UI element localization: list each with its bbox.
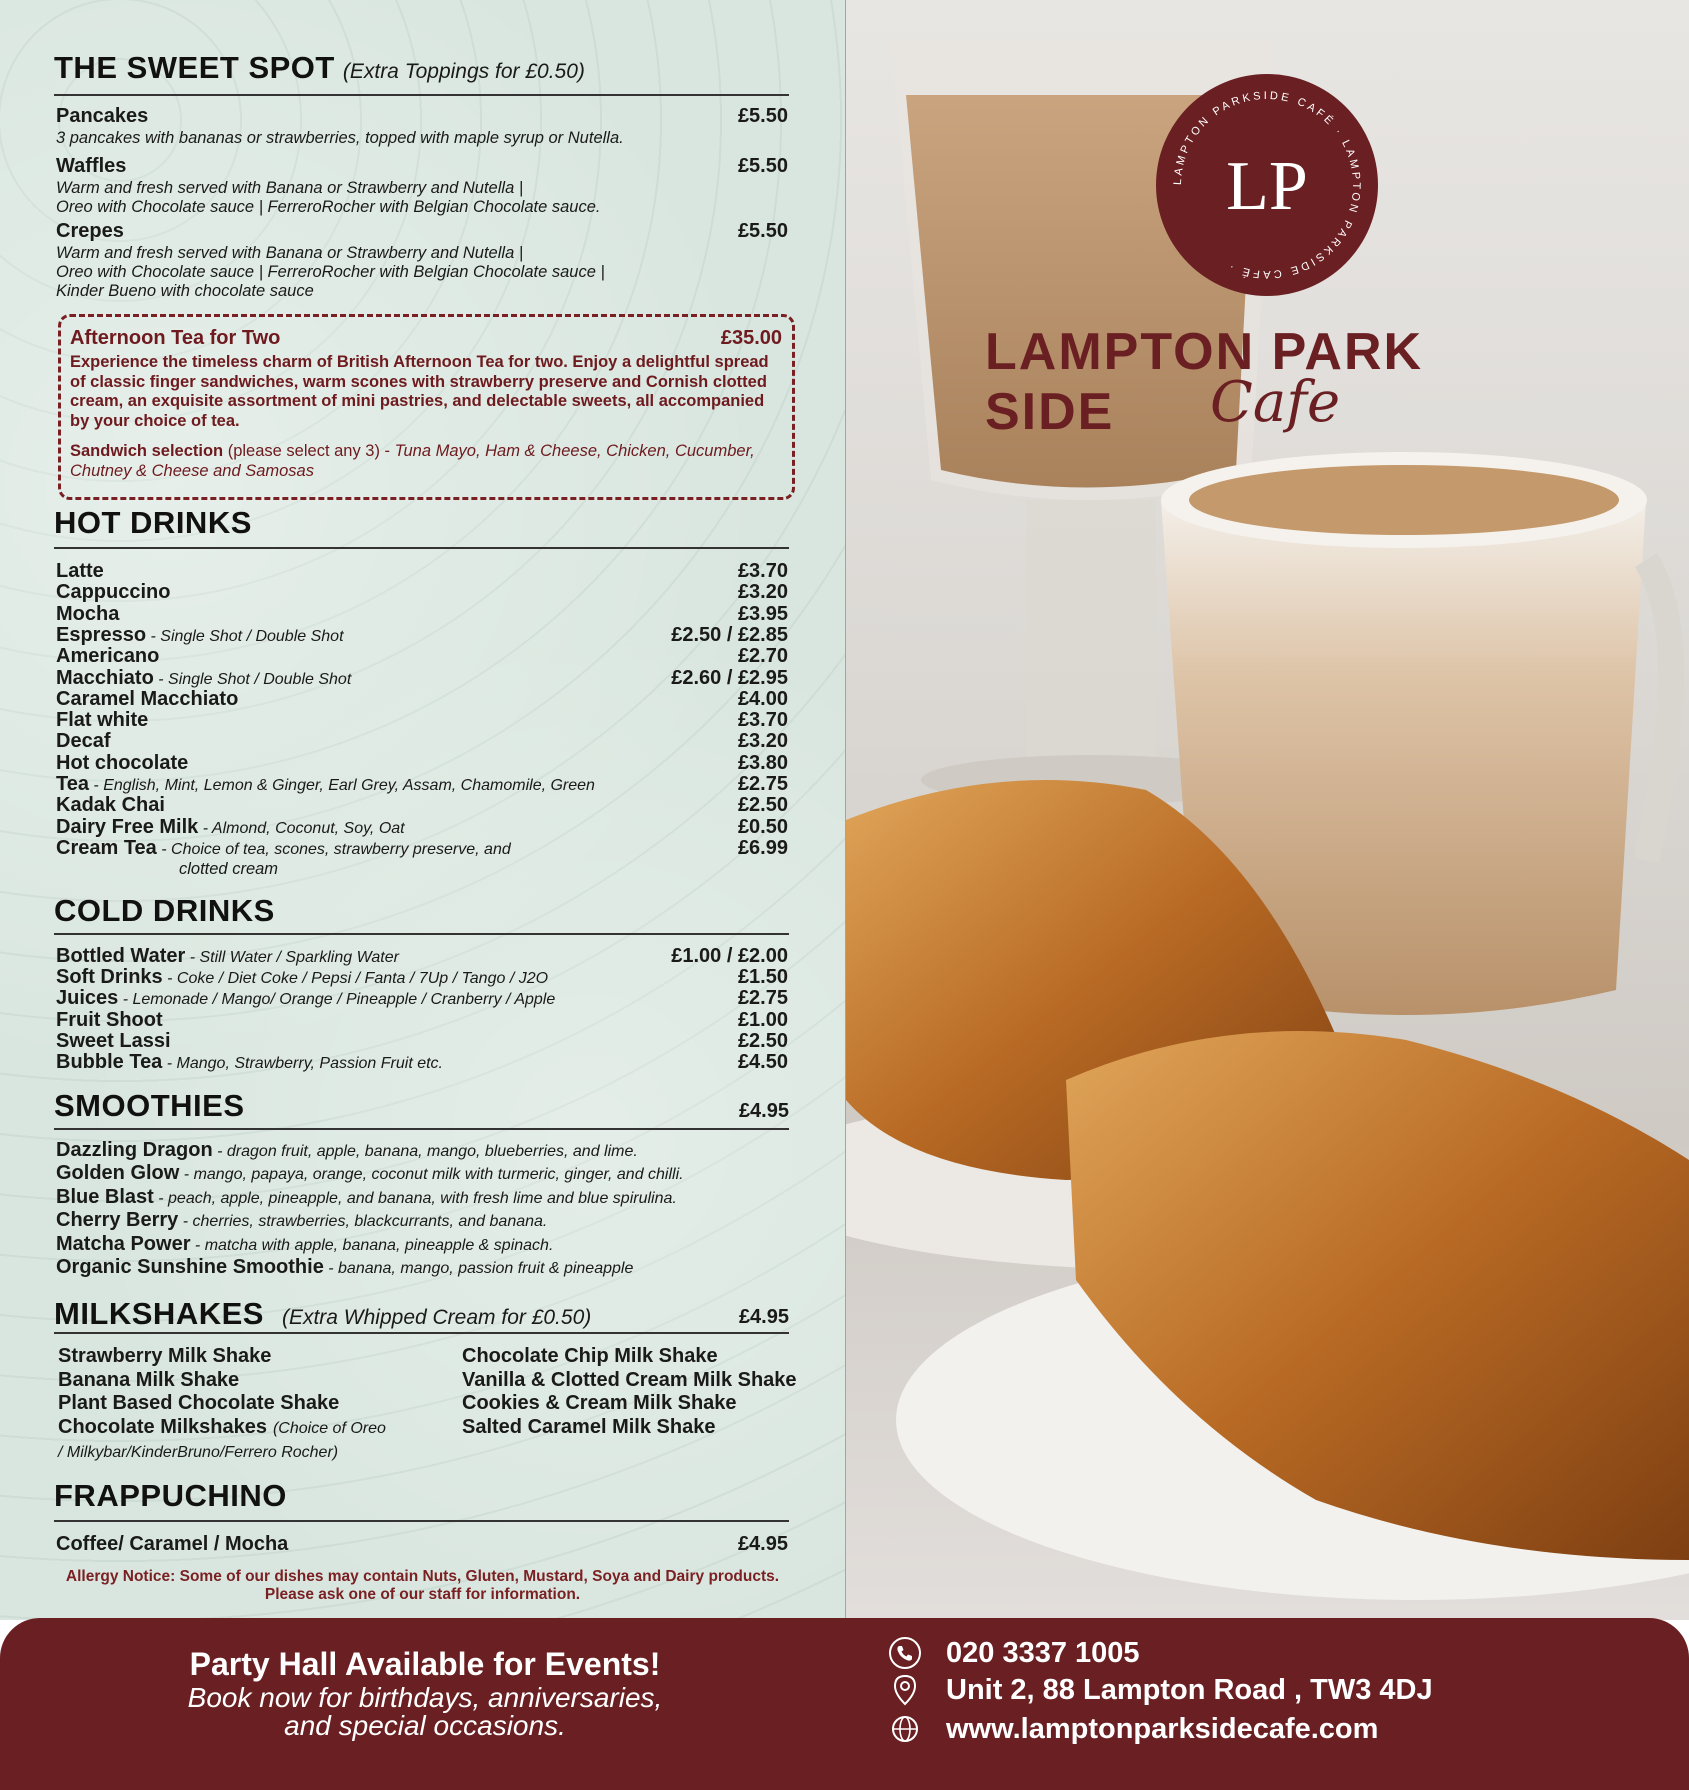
menu-item bbox=[56, 795, 788, 817]
menu-item bbox=[56, 106, 788, 127]
item-price: £4.00 bbox=[737, 687, 788, 710]
milkshake-item bbox=[462, 1417, 862, 1438]
menu-item bbox=[56, 604, 788, 626]
menu-item bbox=[56, 774, 788, 796]
item-price: £3.70 bbox=[737, 560, 788, 582]
menu-item bbox=[56, 156, 788, 177]
item-name: Strawberry Milk Shake bbox=[58, 1345, 272, 1367]
afternoon-tea-text: Experience the timeless charm of British Afternoon Tea for two. Enjoy a delightful spread of classic finger sandwiches, warm scones with strawberry preserve and Cornish clotted cream, an exquisite assortment of mini pastries, and delectable sweets, all accompanied by your choice of tea. bbox=[70, 353, 769, 430]
menu-item bbox=[56, 689, 788, 711]
item-desc: - mango, papaya, orange, coconut milk with turmeric, ginger, and chilli. bbox=[179, 1166, 684, 1184]
menu-item bbox=[56, 838, 788, 860]
menu-item bbox=[56, 967, 788, 989]
menu-item bbox=[56, 625, 788, 647]
allergy-notice bbox=[30, 1568, 815, 1604]
sweet-spot-note: (Extra Toppings for £0.50) bbox=[342, 60, 585, 83]
milkshake-item bbox=[462, 1370, 862, 1391]
item-name: Flat white bbox=[56, 709, 149, 732]
item-name: Salted Caramel Milk Shake bbox=[462, 1416, 716, 1439]
item-name: Dazzling Dragon bbox=[56, 1139, 213, 1161]
item-name: Americano bbox=[56, 645, 160, 668]
milkshake-item bbox=[58, 1370, 458, 1391]
item-name: Latte bbox=[56, 560, 104, 582]
allergy-line: Please ask one of our staff for information. bbox=[264, 1586, 581, 1603]
cold-drinks-title: COLD DRINKS bbox=[54, 893, 275, 928]
menu-item bbox=[56, 1163, 788, 1185]
menu-item bbox=[56, 668, 788, 690]
item-price: £1.00 / £2.00 bbox=[671, 945, 788, 967]
item-price: £0.50 bbox=[737, 815, 788, 838]
item-name: Dairy Free Milk bbox=[56, 815, 199, 838]
item-price: £3.80 bbox=[737, 751, 788, 774]
footer-bar bbox=[0, 1618, 1689, 1790]
item-desc: Warm and fresh served with Banana or Strawberry and Nutella | bbox=[56, 179, 524, 197]
website-link[interactable]: www.lamptonparksidecafe.com bbox=[946, 1712, 1379, 1745]
item-desc: - Single Shot / Double Shot bbox=[153, 670, 352, 688]
item-name: Espresso bbox=[56, 623, 147, 646]
frappuchino-title: FRAPPUCHINO bbox=[54, 1478, 287, 1513]
menu-item bbox=[56, 1187, 788, 1209]
item-name: Sweet Lassi bbox=[56, 1029, 171, 1052]
item-name: Soft Drinks bbox=[56, 966, 163, 989]
phone-line[interactable] bbox=[888, 1636, 1140, 1670]
choc-note: (Choice of Oreo bbox=[272, 1420, 386, 1438]
item-desc: - Still Water / Sparkling Water bbox=[185, 949, 399, 966]
item-price: £2.70 bbox=[737, 645, 788, 668]
item-price: £3.20 bbox=[737, 730, 788, 753]
milkshake-item bbox=[462, 1346, 862, 1367]
location-pin-icon bbox=[888, 1673, 922, 1707]
milkshake-item bbox=[462, 1393, 862, 1414]
item-desc: Oreo with Chocolate sauce | FerreroRocher with Belgian Chocolate sauce | bbox=[56, 263, 605, 281]
menu-item bbox=[56, 817, 788, 839]
book-line: Book now for birthdays, anniversaries, bbox=[187, 1682, 663, 1713]
item-desc: - Coke / Diet Coke / Pepsi / Fanta / 7Up / Tango / J2O bbox=[162, 970, 549, 988]
item-name: Hot chocolate bbox=[56, 751, 189, 774]
menu-item bbox=[56, 710, 788, 732]
milkshakes-price: £4.95 bbox=[738, 1306, 789, 1328]
item-desc: 3 pancakes with bananas or strawberries, topped with maple syrup or Nutella. bbox=[56, 129, 624, 147]
address-line bbox=[888, 1673, 1433, 1707]
milkshake-item bbox=[58, 1346, 458, 1367]
website-line[interactable] bbox=[888, 1712, 1378, 1746]
cold-drinks-header bbox=[54, 893, 789, 935]
menu-item bbox=[56, 1257, 788, 1279]
item-desc: Kinder Bueno with chocolate sauce bbox=[56, 282, 314, 300]
brand-name: LAMPTON PARK SIDE bbox=[985, 323, 1424, 441]
hot-drinks-title: HOT DRINKS bbox=[54, 505, 252, 540]
logo-ring-path: LAMPTON PARKSIDE CAFÉ · LAMPTON PARKSIDE CAFÉ · bbox=[1171, 89, 1363, 281]
item-name: Chocolate Milkshakes bbox=[58, 1416, 267, 1439]
item-desc: - Choice of tea, scones, strawberry preserve, and bbox=[156, 840, 511, 858]
item-desc: - peach, apple, pineapple, and banana, with fresh lime and blue spirulina. bbox=[153, 1189, 677, 1207]
sandwich-label: Sandwich selection bbox=[70, 442, 224, 460]
item-price: £2.60 / £2.95 bbox=[671, 666, 788, 689]
item-price: £2.50 bbox=[737, 794, 788, 817]
menu-panel bbox=[0, 0, 845, 1620]
hot-drinks-header bbox=[54, 505, 789, 549]
item-name: Banana Milk Shake bbox=[58, 1368, 240, 1391]
item-price: £4.50 bbox=[737, 1051, 788, 1073]
milkshakes-title: MILKSHAKES bbox=[54, 1296, 264, 1331]
sandwich-options: Tuna Mayo, Ham & Cheese, Chicken, Cucumber, Chutney & Cheese and Samosas bbox=[70, 442, 755, 480]
milkshakes-note: (Extra Whipped Cream for £0.50) bbox=[281, 1306, 592, 1329]
item-price: £4.95 bbox=[737, 1533, 788, 1555]
menu-item bbox=[56, 1052, 788, 1074]
book-line: and special occasions. bbox=[284, 1710, 566, 1741]
item-name: Kadak Chai bbox=[56, 794, 165, 817]
item-name: Crepes bbox=[56, 220, 124, 242]
item-desc: - Mango, Strawberry, Passion Fruit etc. bbox=[162, 1055, 443, 1072]
party-hall-heading: Party Hall Available for Events! bbox=[189, 1646, 661, 1682]
item-price: £3.95 bbox=[737, 602, 788, 625]
item-name: Waffles bbox=[56, 155, 127, 177]
item-desc: - dragon fruit, apple, banana, mango, blueberries, and lime. bbox=[212, 1143, 638, 1160]
brand-logo bbox=[1156, 74, 1378, 296]
item-desc: - English, Mint, Lemon & Ginger, Earl Grey, Assam, Chamomile, Green bbox=[88, 777, 595, 794]
phone-number: 020 3337 1005 bbox=[946, 1636, 1140, 1669]
item-desc: - Almond, Coconut, Soy, Oat bbox=[198, 819, 405, 837]
cream-tea-cont: clotted cream bbox=[179, 860, 279, 878]
item-name: Bubble Tea bbox=[56, 1051, 163, 1073]
item-name: Mocha bbox=[56, 602, 120, 625]
item-name: Coffee/ Caramel / Mocha bbox=[56, 1533, 289, 1555]
globe-icon bbox=[888, 1712, 922, 1746]
item-name: Macchiato bbox=[56, 666, 154, 689]
menu-item bbox=[56, 1210, 788, 1232]
item-name: Cream Tea bbox=[56, 836, 157, 859]
item-name: Cappuccino bbox=[56, 581, 171, 604]
address-text: Unit 2, 88 Lampton Road , TW3 4DJ bbox=[946, 1673, 1433, 1706]
item-name: Cookies & Cream Milk Shake bbox=[462, 1392, 737, 1415]
milkshake-item bbox=[58, 1417, 458, 1439]
item-name: Organic Sunshine Smoothie bbox=[56, 1256, 324, 1278]
logo-mark: LP bbox=[1226, 148, 1308, 225]
sandwich-selection bbox=[70, 442, 770, 481]
item-price: £2.50 / £2.85 bbox=[671, 623, 788, 646]
sweet-spot-title: THE SWEET SPOT bbox=[54, 50, 335, 85]
menu-item bbox=[56, 561, 788, 583]
afternoon-tea-price: £35.00 bbox=[720, 327, 782, 349]
smoothies-title: SMOOTHIES bbox=[54, 1088, 245, 1123]
item-price: £2.75 bbox=[737, 987, 788, 1010]
smoothies-header bbox=[54, 1088, 789, 1130]
item-desc: - banana, mango, passion fruit & pineapple bbox=[323, 1260, 634, 1277]
item-desc: - Lemonade / Mango/ Orange / Pineapple / Cranberry / Apple bbox=[118, 991, 556, 1009]
sandwich-note: (please select any 3) - bbox=[227, 442, 395, 460]
menu-item bbox=[56, 1234, 788, 1256]
party-hall-subtext bbox=[60, 1684, 790, 1740]
item-name: Matcha Power bbox=[56, 1232, 191, 1255]
item-name: Bottled Water bbox=[56, 945, 186, 967]
item-desc: - cherries, strawberries, blackcurrants, and banana. bbox=[178, 1213, 548, 1231]
item-price: £2.75 bbox=[737, 773, 788, 795]
item-name: Caramel Macchiato bbox=[56, 687, 239, 710]
item-price: £6.99 bbox=[737, 836, 788, 859]
item-price: £5.50 bbox=[737, 155, 788, 177]
menu-item bbox=[56, 731, 788, 753]
item-price: £1.50 bbox=[737, 966, 788, 989]
menu-item bbox=[56, 1534, 788, 1555]
item-name: Juices bbox=[56, 987, 119, 1010]
item-price: £3.20 bbox=[737, 581, 788, 604]
item-price: £1.00 bbox=[737, 1008, 788, 1031]
menu-item bbox=[56, 221, 788, 242]
allergy-line: Allergy Notice: Some of our dishes may contain Nuts, Gluten, Mustard, Soya and Dairy products. bbox=[65, 1568, 780, 1585]
item-desc: Warm and fresh served with Banana or Strawberry and Nutella | bbox=[56, 244, 524, 262]
item-name: Vanilla & Clotted Cream Milk Shake bbox=[462, 1368, 797, 1391]
frappuchino-header bbox=[54, 1478, 789, 1522]
item-price: £2.50 bbox=[737, 1029, 788, 1052]
menu-item bbox=[56, 946, 788, 968]
menu-item bbox=[56, 646, 788, 668]
menu-item bbox=[56, 1140, 788, 1162]
item-desc: Oreo with Chocolate sauce | FerreroRocher with Belgian Chocolate sauce. bbox=[56, 198, 601, 216]
choc-note2: / Milkybar/KinderBruno/Ferrero Rocher) bbox=[58, 1444, 339, 1461]
afternoon-tea-box bbox=[58, 314, 795, 500]
item-name: Golden Glow bbox=[56, 1162, 180, 1185]
item-desc: - matcha with apple, banana, pineapple & spinach. bbox=[190, 1236, 554, 1254]
menu-item bbox=[56, 582, 788, 604]
menu-item bbox=[56, 753, 788, 775]
item-name: Plant Based Chocolate Shake bbox=[58, 1392, 340, 1415]
menu-item bbox=[56, 1031, 788, 1053]
phone-icon bbox=[888, 1636, 922, 1670]
item-name: Cherry Berry bbox=[56, 1209, 179, 1232]
smoothies-price: £4.95 bbox=[738, 1100, 789, 1122]
item-name: Fruit Shoot bbox=[56, 1008, 163, 1031]
item-price: £5.50 bbox=[737, 220, 788, 242]
item-price: £5.50 bbox=[737, 105, 788, 127]
item-name: Pancakes bbox=[56, 105, 149, 127]
afternoon-tea-title: Afternoon Tea for Two bbox=[70, 327, 281, 349]
item-name: Tea bbox=[56, 773, 89, 795]
sweet-spot-header bbox=[54, 50, 789, 96]
milkshakes-header bbox=[54, 1296, 789, 1334]
item-price: £3.70 bbox=[737, 709, 788, 732]
brand-script: Cafe bbox=[1210, 370, 1341, 435]
menu-item bbox=[56, 988, 788, 1010]
item-name: Decaf bbox=[56, 730, 111, 753]
item-name: Chocolate Chip Milk Shake bbox=[462, 1345, 718, 1367]
milkshake-item bbox=[58, 1393, 458, 1414]
menu-item bbox=[56, 1010, 788, 1032]
item-desc: - Single Shot / Double Shot bbox=[146, 627, 344, 645]
item-name: Blue Blast bbox=[56, 1185, 154, 1208]
